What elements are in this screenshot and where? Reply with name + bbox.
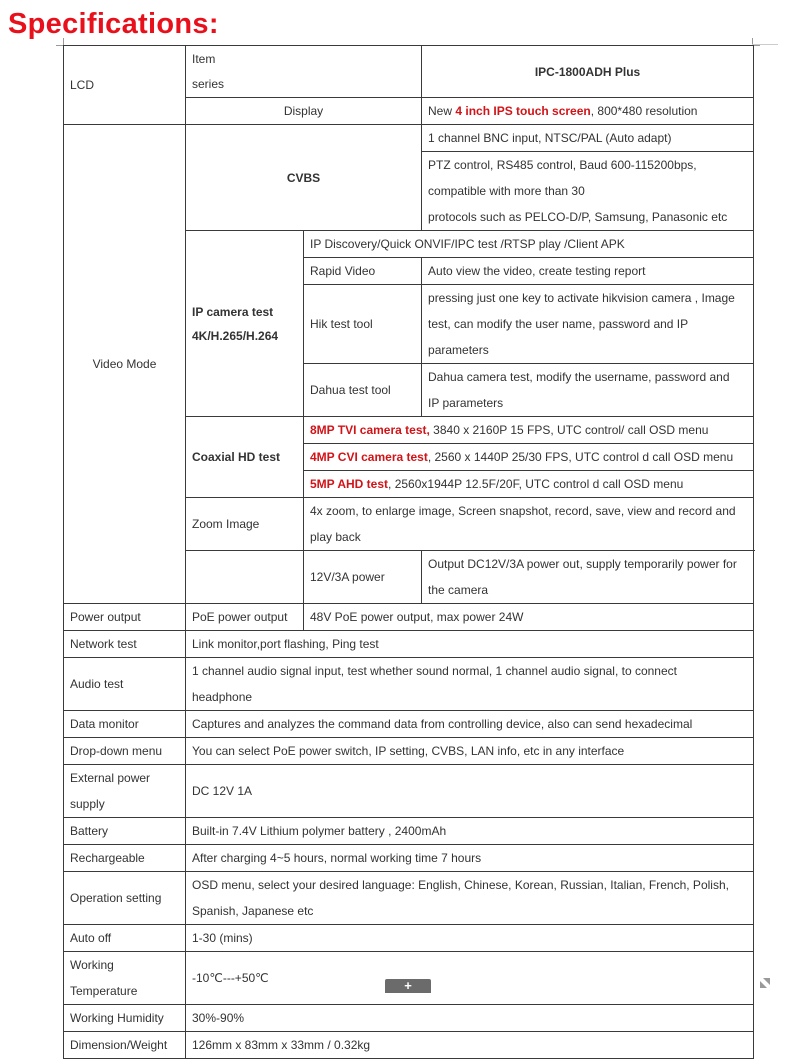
ahd-value: 5MP AHD test, 2560x1944P 12.5F/20F, UTC control d call OSD menu bbox=[304, 471, 754, 498]
table-row bbox=[64, 125, 754, 152]
row-label-temperature: Working Temperature bbox=[64, 952, 186, 1005]
row-label-data-monitor: Data monitor bbox=[64, 711, 186, 738]
row-label-battery: Battery bbox=[64, 818, 186, 845]
zoom-plus-button[interactable]: + bbox=[385, 979, 431, 993]
power-12v-label: 12V/3A power bbox=[304, 551, 422, 604]
zoom-label: Zoom Image bbox=[186, 498, 304, 551]
table-row bbox=[64, 765, 754, 818]
battery-value: Built-in 7.4V Lithium polymer battery , 2400mAh bbox=[186, 818, 754, 845]
table-row bbox=[64, 658, 754, 711]
row-label-audio: Audio test bbox=[64, 658, 186, 711]
table-row bbox=[64, 1005, 754, 1032]
page-title: Specifications: bbox=[8, 8, 219, 40]
display-label: Display bbox=[186, 98, 422, 125]
table-row bbox=[64, 925, 754, 952]
rechargeable-value: After charging 4~5 hours, normal working time 7 hours bbox=[186, 845, 754, 872]
table-row bbox=[64, 1032, 754, 1059]
row-label-video-mode: Video Mode bbox=[64, 125, 186, 604]
ipcam-label: IP camera test 4K/H.265/H.264 bbox=[186, 231, 304, 417]
expand-corner-icon[interactable] bbox=[758, 976, 772, 990]
table-row bbox=[64, 604, 754, 631]
auto-off-value: 1-30 (mins) bbox=[186, 925, 754, 952]
row-label-rechargeable: Rechargeable bbox=[64, 845, 186, 872]
external-power-value: DC 12V 1A bbox=[186, 765, 754, 818]
table-row bbox=[64, 845, 754, 872]
rapid-video-label: Rapid Video bbox=[304, 258, 422, 285]
hik-tool-value: pressing just one key to activate hikvision camera , Image test, can modify the user name, password and IP parameters bbox=[422, 285, 754, 364]
table-row bbox=[64, 738, 754, 765]
dimension-value: 126mm x 83mm x 33mm / 0.32kg bbox=[186, 1032, 754, 1059]
row-label-lcd: LCD bbox=[64, 46, 186, 125]
table-row bbox=[64, 711, 754, 738]
row-label-external-power: External power supply bbox=[64, 765, 186, 818]
row-label-auto-off: Auto off bbox=[64, 925, 186, 952]
cvi-value: 4MP CVI camera test, 2560 x 1440P 25/30 FPS, UTC control d call OSD menu bbox=[304, 444, 754, 471]
item-series-cell: Item series bbox=[186, 46, 422, 98]
cvbs-value-1: 1 channel BNC input, NTSC/PAL (Auto adapt) bbox=[422, 125, 754, 152]
row-label-dimension: Dimension/Weight bbox=[64, 1032, 186, 1059]
dahua-tool-label: Dahua test tool bbox=[304, 364, 422, 417]
power-12v-value: Output DC12V/3A power out, supply temporarily power for the camera bbox=[422, 551, 754, 604]
operation-value: OSD menu, select your desired language: English, Chinese, Korean, Russian, Italian, French, Polish, Spanish, Japanese etc bbox=[186, 872, 754, 925]
power-output-blank bbox=[186, 551, 304, 604]
table-row bbox=[64, 818, 754, 845]
table-row bbox=[64, 872, 754, 925]
temperature-value: -10℃---+50℃ bbox=[186, 952, 754, 1005]
row-label-power-output: Power output bbox=[64, 604, 186, 631]
page-edge-line bbox=[752, 44, 778, 45]
dahua-tool-value: Dahua camera test, modify the username, password and IP parameters bbox=[422, 364, 754, 417]
audio-value: 1 channel audio signal input, test whether sound normal, 1 channel audio signal, to connect headphone bbox=[186, 658, 754, 711]
data-monitor-value: Captures and analyzes the command data from controlling device, also can send hexadecimal bbox=[186, 711, 754, 738]
dropdown-value: You can select PoE power switch, IP setting, CVBS, LAN info, etc in any interface bbox=[186, 738, 754, 765]
model-name: IPC-1800ADH Plus bbox=[422, 46, 754, 98]
tvi-value: 8MP TVI camera test, 3840 x 2160P 15 FPS, UTC control/ call OSD menu bbox=[304, 417, 754, 444]
poe-label: PoE power output bbox=[186, 604, 304, 631]
table-row bbox=[64, 631, 754, 658]
row-label-operation: Operation setting bbox=[64, 872, 186, 925]
row-label-network: Network test bbox=[64, 631, 186, 658]
table-row bbox=[64, 46, 754, 98]
row-label-dropdown: Drop-down menu bbox=[64, 738, 186, 765]
hik-tool-label: Hik test tool bbox=[304, 285, 422, 364]
zoom-value: 4x zoom, to enlarge image, Screen snapshot, record, save, view and record and play back bbox=[304, 498, 754, 551]
cvbs-label: CVBS bbox=[186, 125, 422, 231]
humidity-value: 30%-90% bbox=[186, 1005, 754, 1032]
row-label-humidity: Working Humidity bbox=[64, 1005, 186, 1032]
specifications-table bbox=[63, 45, 754, 1059]
rapid-video-value: Auto view the video, create testing report bbox=[422, 258, 754, 285]
poe-value: 48V PoE power output, max power 24W bbox=[304, 604, 754, 631]
ipcam-value: IP Discovery/Quick ONVIF/IPC test /RTSP play /Client APK bbox=[304, 231, 754, 258]
network-value: Link monitor,port flashing, Ping test bbox=[186, 631, 754, 658]
display-value: New 4 inch IPS touch screen, 800*480 resolution bbox=[422, 98, 754, 125]
coax-label: Coaxial HD test bbox=[186, 417, 304, 498]
cvbs-value-2: PTZ control, RS485 control, Baud 600-115200bps, compatible with more than 30 protocols such as PELCO-D/P, Samsung, Panasonic etc bbox=[422, 152, 754, 231]
